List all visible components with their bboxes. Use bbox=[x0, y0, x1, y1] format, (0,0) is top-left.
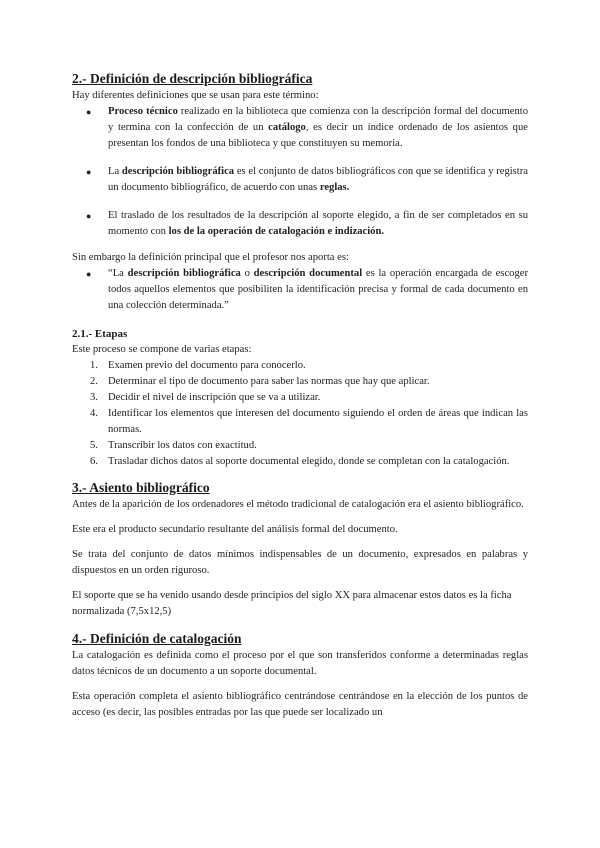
section-3-paragraph-4: El soporte que se ha venido usando desde principios del siglo XX para almacenar estos datos es la ficha normalizada (7,5x12,5) bbox=[72, 590, 512, 617]
step-number: 2. bbox=[90, 376, 98, 387]
section-3-paragraph-2: Este era el producto secundario resultante del análisis formal del documento. bbox=[72, 524, 398, 535]
document-page bbox=[72, 70, 528, 721]
step-text: Examen previo del documento para conocerlo. bbox=[108, 360, 306, 371]
bold-term: reglas. bbox=[319, 182, 350, 193]
bold-term: descripción documental bbox=[253, 268, 363, 279]
bold-term: catálogo bbox=[268, 122, 306, 133]
section-2-1-intro: Este proceso se compone de varias etapas: bbox=[72, 344, 252, 355]
section-2-title: 2.- Definición de descripción bibliográfica bbox=[72, 71, 313, 86]
text-run: o bbox=[240, 268, 254, 279]
section-4-paragraph-1: La catalogación es definida como el proceso por el que son transferidos conforme a determinadas reglas datos técnicos de un documento a un soporte documental. bbox=[72, 650, 528, 677]
text-run: realizado en la biblioteca que comienza con la descripción formal del documento y termina con la confección de un bbox=[108, 106, 528, 133]
steps-list bbox=[72, 358, 528, 470]
section-3-paragraph-1: Antes de la aparición de los ordenadores el método tradicional de catalogación era el asiento bibliográfico. bbox=[72, 499, 524, 510]
definitions-list bbox=[72, 104, 528, 240]
section-3-title: 3.- Asiento bibliográfico bbox=[72, 480, 210, 495]
principal-definition-intro: Sin embargo la definición principal que el profesor nos aporta es: bbox=[72, 252, 349, 263]
step-number: 3. bbox=[90, 392, 98, 403]
bold-term: descripción bibliográfica bbox=[127, 268, 241, 279]
step-text: Decidir el nivel de inscripción que se va a utilizar. bbox=[108, 392, 321, 403]
text-run: La bbox=[108, 166, 122, 177]
step-text: Identificar los elementos que interesen del documento siguiendo el orden de áreas que indican las normas. bbox=[108, 408, 528, 435]
section-4-title: 4.- Definición de catalogación bbox=[72, 631, 242, 646]
section-2-1-title: 2.1.- Etapas bbox=[72, 328, 128, 340]
step-text: Trasladar dichos datos al soporte documental elegido, donde se completan con la catalogación. bbox=[108, 456, 510, 467]
step-item bbox=[72, 358, 528, 374]
bold-term: Proceso técnico bbox=[108, 106, 178, 117]
bold-term: los de la operación de catalogación e indización. bbox=[168, 226, 385, 237]
step-number: 1. bbox=[90, 360, 98, 371]
text-run: es la operación encargada de escoger todos aquellos elementos que posibiliten la identificación precisa y formal de cada documento en una colección determinada.” bbox=[108, 268, 528, 311]
definition-item-1 bbox=[72, 104, 528, 152]
section-3-paragraph-3: Se trata del conjunto de datos mínimos indispensables de un documento, expresados en palabras y dispuestos en un orden riguroso. bbox=[72, 549, 528, 576]
step-text: Transcribir los datos con exactitud. bbox=[108, 440, 257, 451]
definition-item-3 bbox=[72, 208, 528, 240]
text-run: , es decir un índice ordenado de los asientos que presentan los fondos de una biblioteca y que constituyen su memoria. bbox=[108, 122, 528, 149]
step-item bbox=[72, 406, 528, 438]
text-run: El traslado de los resultados de la descripción al soporte elegido, a fin de ser completados en su momento con bbox=[108, 210, 528, 237]
section-4-paragraph-2: Esta operación completa el asiento bibliográfico centrándose centrándose en la elección de los puntos de acceso (es decir, las posibles entradas por las que puede ser localizado un bbox=[72, 691, 528, 718]
step-item bbox=[72, 374, 528, 390]
definition-item-2 bbox=[72, 164, 528, 196]
quote-list bbox=[72, 266, 528, 314]
text-run: es el conjunto de datos bibliográficos con que se identifica y registra un documento bibliográfico, de acuerdo con unas bbox=[108, 166, 528, 193]
step-item bbox=[72, 438, 528, 454]
text-run: “La bbox=[108, 268, 128, 279]
step-item bbox=[72, 390, 528, 406]
step-item bbox=[72, 454, 528, 470]
bold-term: descripción bibliográfica bbox=[121, 166, 235, 177]
step-number: 5. bbox=[90, 440, 98, 451]
step-number: 6. bbox=[90, 456, 98, 467]
quote-item bbox=[72, 266, 528, 314]
step-number: 4. bbox=[90, 408, 98, 419]
section-2-intro: Hay diferentes definiciones que se usan para este término: bbox=[72, 90, 319, 101]
step-text: Determinar el tipo de documento para saber las normas que hay que aplicar. bbox=[108, 376, 430, 387]
